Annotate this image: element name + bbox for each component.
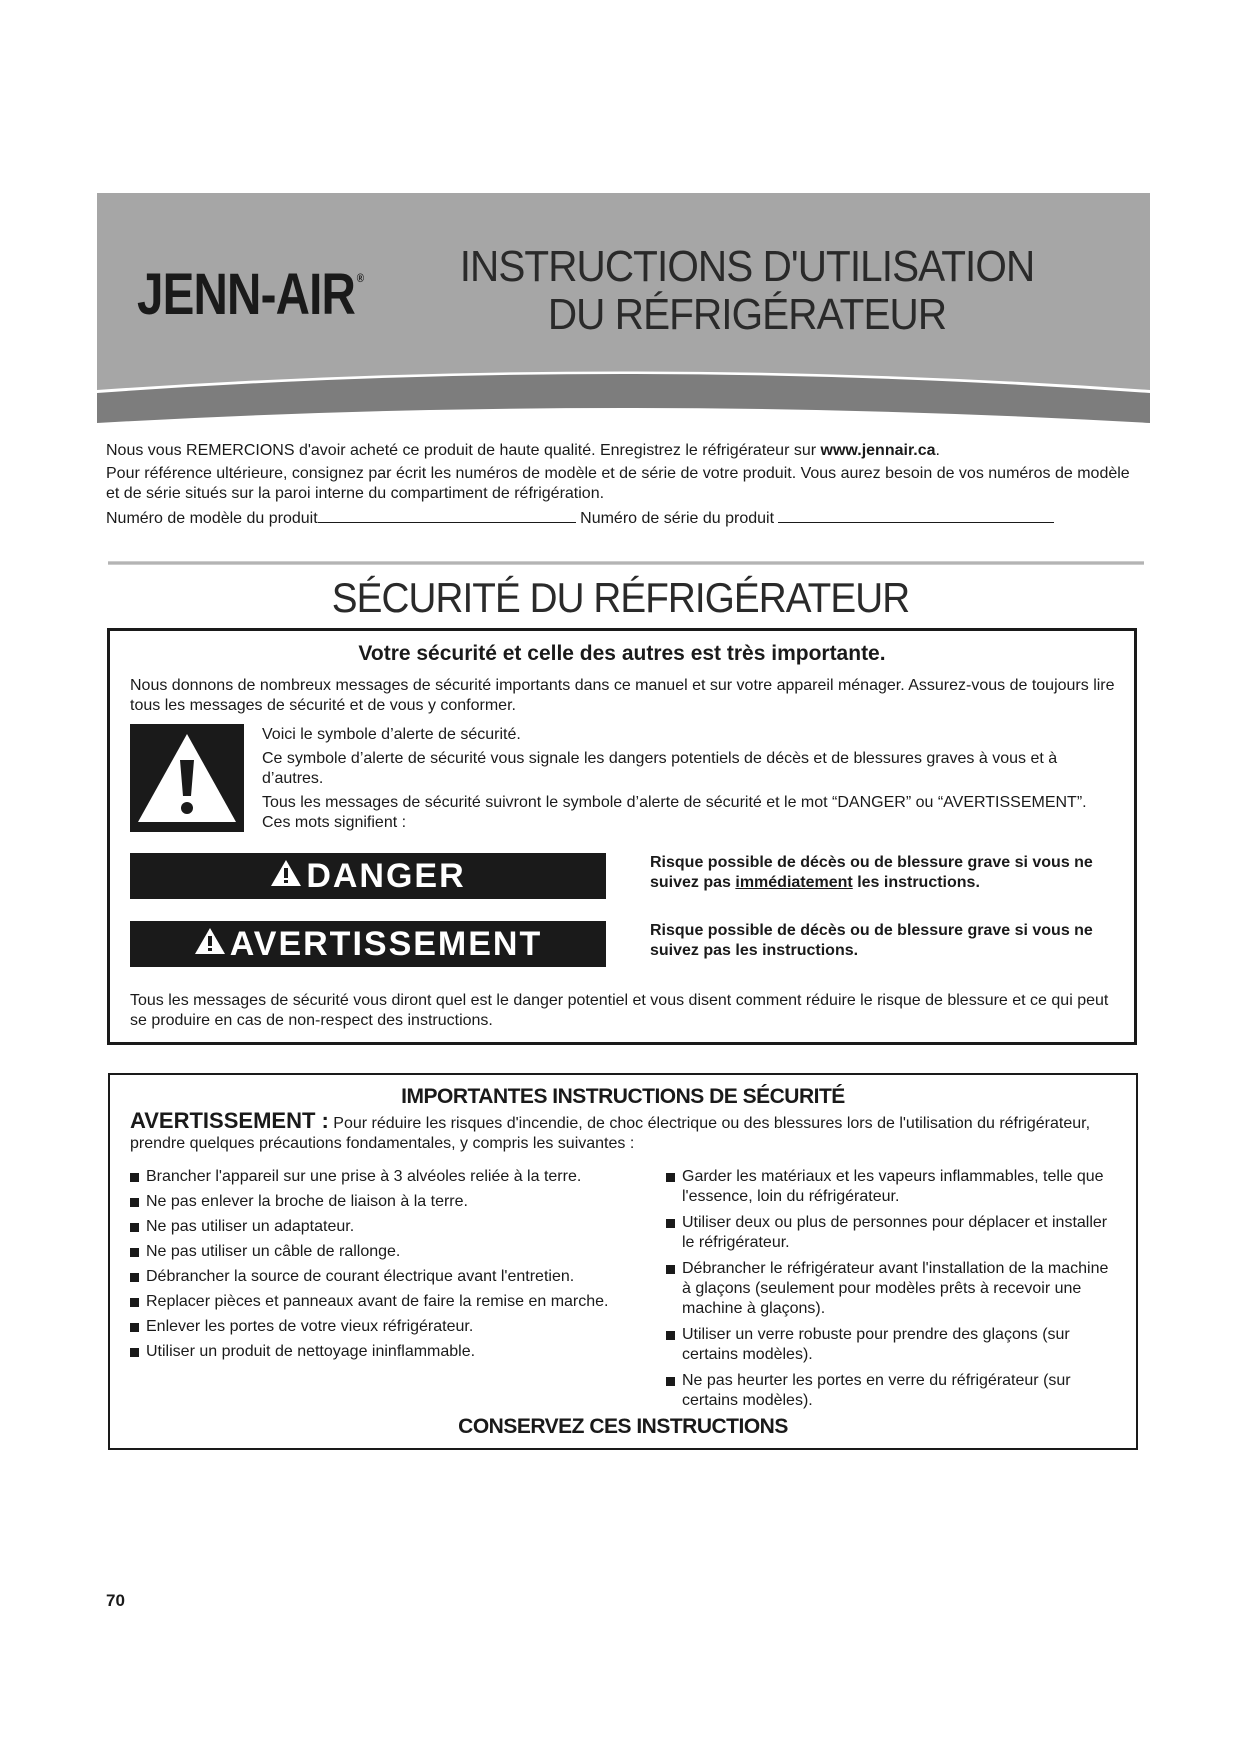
list-item: Enlever les portes de votre vieux réfrigérateur. (130, 1317, 650, 1337)
danger-label: DANGER (306, 856, 466, 895)
important-warning (130, 1108, 1120, 1154)
model-number-label: Numéro de modèle du produit (106, 510, 318, 527)
important-title: IMPORTANTES INSTRUCTIONS DE SÉCURITÉ (401, 1085, 845, 1108)
symbol-line: Voici le symbole d’alerte de sécurité. (262, 726, 521, 743)
warning-triangle-icon (270, 857, 302, 896)
list-item: Ne pas utiliser un adaptateur. (130, 1217, 650, 1237)
important-warning-label: AVERTISSEMENT : (130, 1108, 329, 1133)
safety-alert-icon (130, 724, 244, 832)
important-warning-text: Pour réduire les risques d'incendie, de choc électrique ou des blessures lors de l'utilisation du réfrigérateur, prendre quelques précautions fondamentales, y compris les suivantes : (130, 1115, 1091, 1152)
list-item: Ne pas enlever la broche de liaison à la terre. (130, 1192, 650, 1212)
section-title: SÉCURITÉ DU RÉFRIGÉRATEUR (331, 574, 910, 621)
danger-description: Risque possible de décès ou de blessure grave si vous ne suivez pas immédiatement les instructions. (650, 854, 1093, 891)
model-number-field[interactable] (318, 508, 576, 523)
safety-box (107, 628, 1137, 1045)
serial-number-label: Numéro de série du produit (580, 510, 775, 527)
page-number: 70 (106, 1591, 125, 1610)
keep-instructions-footer: CONSERVEZ CES INSTRUCTIONS (458, 1415, 788, 1438)
list-item: Utiliser deux ou plus de personnes pour déplacer et installer le réfrigérateur. (666, 1213, 1116, 1253)
document-title-line2: DU RÉFRIGÉRATEUR (547, 290, 947, 339)
list-item: Replacer pièces et panneaux avant de faire la remise en marche. (130, 1292, 650, 1312)
list-item: Ne pas utiliser un câble de rallonge. (130, 1242, 650, 1262)
warning-banner (130, 921, 606, 967)
safety-closing: Tous les messages de sécurité vous diront quel est le danger potentiel et vous disent comment réduire le risque de blessure et ce qui peut se produire en cas de non-respect des instructions. (130, 992, 1109, 1029)
left-instructions-list (130, 1167, 650, 1367)
document-title (434, 243, 1060, 339)
list-item: Utiliser un verre robuste pour prendre des glaçons (sur certains modèles). (666, 1325, 1116, 1365)
warning-description: Risque possible de décès ou de blessure grave si vous ne suivez pas les instructions. (650, 922, 1093, 959)
thanks-paragraph: Nous vous REMERCIONS d'avoir acheté ce produit de haute qualité. Enregistrez le réfrigérateur sur www.jennair.ca. (106, 442, 940, 459)
list-item: Garder les matériaux et les vapeurs inflammables, telle que l'essence, loin du réfrigérateur. (666, 1167, 1116, 1207)
document-title-line1: INSTRUCTIONS D'UTILISATION (459, 242, 1035, 291)
list-item: Brancher l'appareil sur une prise à 3 alvéoles reliée à la terre. (130, 1167, 650, 1187)
safety-intro: Nous donnons de nombreux messages de sécurité importants dans ce manuel et sur votre appareil ménager. Assurez-vous de toujours lire tous les messages de sécurité et de vous y conformer. (130, 677, 1115, 714)
symbol-description: Ce symbole d’alerte de sécurité vous signale les dangers potentiels de décès et de blessures graves à vous et à d’autres. (262, 750, 1058, 787)
safety-heading: Votre sécurité et celle des autres est très importante. (358, 642, 886, 665)
danger-banner (130, 853, 606, 899)
list-item: Utiliser un produit de nettoyage ininflammable. (130, 1342, 650, 1362)
important-instructions-box (108, 1073, 1138, 1450)
serial-number-field[interactable] (778, 508, 1054, 523)
section-divider (108, 561, 1144, 565)
number-fields (106, 508, 1146, 529)
warning-label: AVERTISSEMENT (229, 924, 543, 963)
list-item: Ne pas heurter les portes en verre du réfrigérateur (sur certains modèles). (666, 1371, 1116, 1411)
right-instructions-list (666, 1167, 1116, 1417)
brand-logo: JENN-AIR ® (137, 262, 364, 327)
list-item: Débrancher le réfrigérateur avant l'installation de la machine à glaçons (seulement pour modèles prêts à recevoir une machine à glaçons). (666, 1259, 1116, 1319)
website-link[interactable]: www.jennair.ca (820, 442, 936, 459)
signal-words-line: Tous les messages de sécurité suivront le symbole d’alerte de sécurité et le mot “DANGER” ou “AVERTISSEMENT”. Ces mots signifient : (262, 794, 1087, 831)
reference-paragraph: Pour référence ultérieure, consignez par écrit les numéros de modèle et de série de votre produit. Vous aurez besoin de vos numéros de modèle et de série situés sur la paroi interne du compartiment de réfrigération. (106, 465, 1130, 502)
warning-triangle-icon (194, 925, 226, 964)
header-band (97, 193, 1150, 430)
list-item: Débrancher la source de courant électrique avant l'entretien. (130, 1267, 650, 1287)
